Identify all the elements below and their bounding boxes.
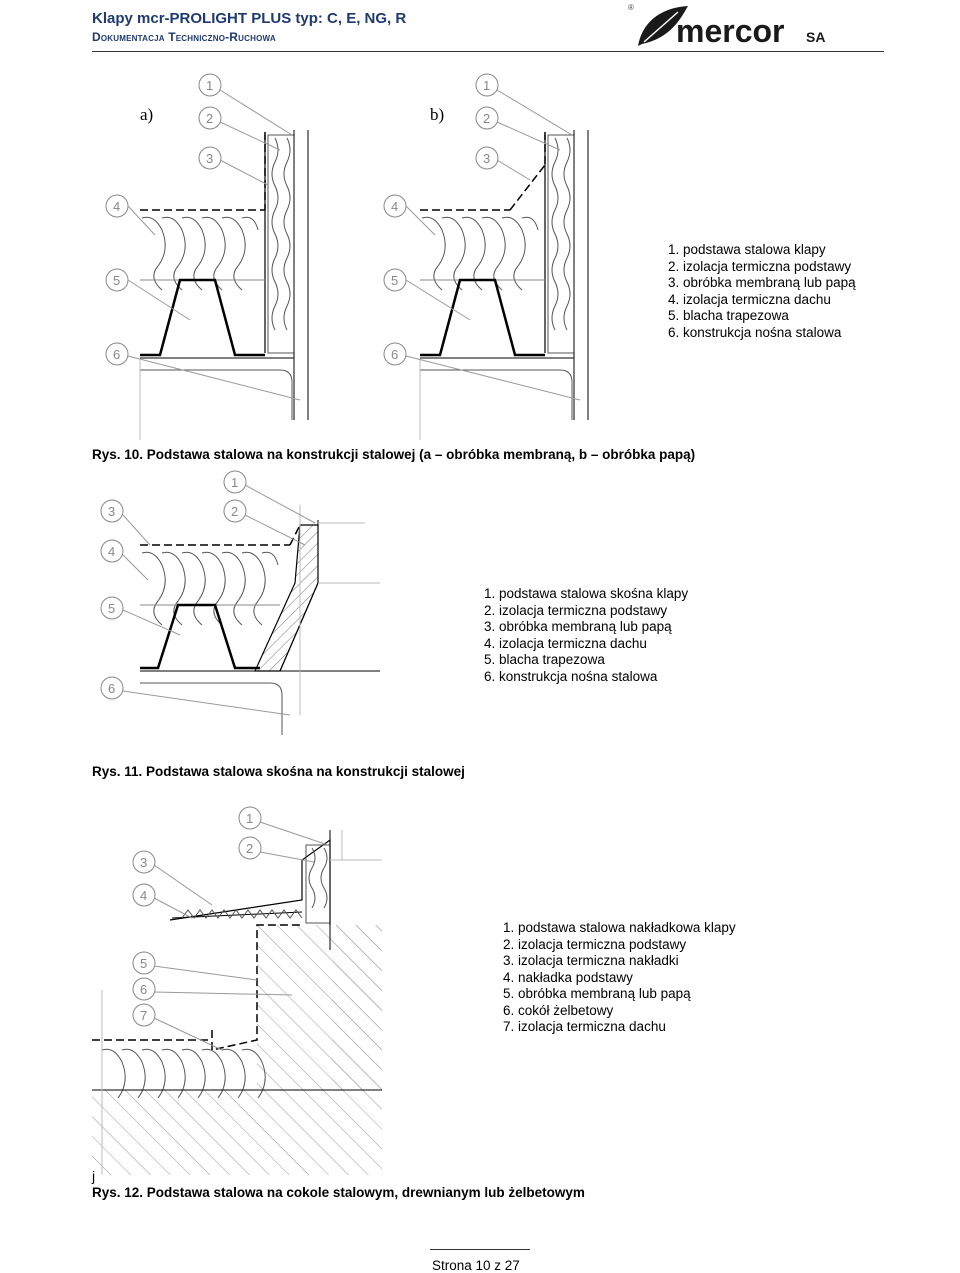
legend-item: 6. konstrukcja nośna stalowa xyxy=(484,668,658,684)
svg-text:1: 1 xyxy=(246,811,254,826)
svg-text:6: 6 xyxy=(108,681,116,696)
document-subtitle: Dokumentacja Techniczno-Ruchowa xyxy=(92,30,276,44)
svg-text:3: 3 xyxy=(108,504,116,519)
logo-suffix: SA xyxy=(806,29,826,45)
callouts-fig11 xyxy=(101,471,315,715)
svg-text:5: 5 xyxy=(113,273,121,288)
legend-item: 2. izolacja termiczna podstawy xyxy=(668,258,852,274)
legend-item: 4. izolacja termiczna dachu xyxy=(484,635,647,651)
svg-text:4: 4 xyxy=(391,199,399,214)
svg-text:6: 6 xyxy=(391,347,399,362)
legend-item: 1. podstawa stalowa nakładkowa klapy xyxy=(503,920,736,935)
figure-10-drawing xyxy=(80,60,640,445)
logo-wordmark: mercor xyxy=(676,13,785,49)
figure-11-drawing xyxy=(90,465,470,755)
svg-text:1: 1 xyxy=(231,475,239,490)
legend-item: 5. blacha trapezowa xyxy=(484,652,605,667)
svg-text:3: 3 xyxy=(206,151,214,166)
svg-text:2: 2 xyxy=(483,111,491,126)
stray-character: j xyxy=(92,1168,96,1184)
svg-text:5: 5 xyxy=(108,601,116,616)
legend-item: 4. nakładka podstawy xyxy=(503,969,633,985)
label-b: b) xyxy=(430,105,445,124)
svg-text:1: 1 xyxy=(483,78,491,93)
svg-text:3: 3 xyxy=(483,151,491,166)
figure-12-caption: Rys. 12. Podstawa stalowa na cokole stalowym, drewnianym lub żelbetowym xyxy=(92,1185,585,1200)
legend-item: 6. cokół żelbetowy xyxy=(503,1002,614,1018)
legend-item: 2. izolacja termiczna podstawy xyxy=(484,602,668,618)
svg-text:7: 7 xyxy=(140,1008,148,1023)
legend-item: 5. obróbka membraną lub papą xyxy=(503,986,691,1001)
figure-11-legend xyxy=(484,586,688,685)
svg-text:5: 5 xyxy=(140,956,148,971)
document-title: Klapy mcr-PROLIGHT PLUS typ: C, E, NG, R xyxy=(92,10,407,27)
callouts-a xyxy=(106,74,300,400)
svg-text:4: 4 xyxy=(113,199,121,214)
legend-item: 5. blacha trapezowa xyxy=(668,308,789,323)
svg-text:5: 5 xyxy=(391,273,399,288)
svg-text:4: 4 xyxy=(140,888,148,903)
footer-rule xyxy=(430,1249,530,1250)
legend-item: 4. izolacja termiczna dachu xyxy=(668,291,831,307)
figure-12-drawing xyxy=(92,800,492,1175)
figure-10-caption: Rys. 10. Podstawa stalowa na konstrukcji stalowej (a – obróbka membraną, b – obróbka papą) xyxy=(92,447,696,462)
page-number: Strona 10 z 27 xyxy=(432,1258,520,1273)
legend-item: 3. obróbka membraną lub papą xyxy=(484,619,672,634)
legend-item: 6. konstrukcja nośna stalowa xyxy=(668,324,842,340)
label-a: a) xyxy=(140,105,154,124)
legend-item: 1. podstawa stalowa klapy xyxy=(668,242,826,257)
svg-text:1: 1 xyxy=(206,78,214,93)
legend-item: 3. obróbka membraną lub papą xyxy=(668,275,856,290)
mercor-logo xyxy=(628,2,858,50)
header-rule xyxy=(92,51,884,52)
legend-item: 3. izolacja termiczna nakładki xyxy=(503,953,679,968)
registered-mark: ® xyxy=(628,3,634,12)
legend-item: 7. izolacja termiczna dachu xyxy=(503,1019,666,1034)
figure-11-caption: Rys. 11. Podstawa stalowa skośna na konstrukcji stalowej xyxy=(92,764,465,779)
detail-b xyxy=(420,105,588,440)
svg-text:2: 2 xyxy=(206,111,214,126)
svg-text:2: 2 xyxy=(246,841,254,856)
svg-text:3: 3 xyxy=(140,855,148,870)
figure-10-legend xyxy=(668,242,856,341)
figure-12-legend xyxy=(503,920,736,1036)
svg-text:6: 6 xyxy=(113,347,121,362)
legend-item: 2. izolacja termiczna podstawy xyxy=(503,936,687,952)
callouts-b xyxy=(384,74,580,400)
detail-a xyxy=(140,105,308,440)
svg-text:2: 2 xyxy=(231,504,239,519)
svg-text:4: 4 xyxy=(108,544,116,559)
svg-text:6: 6 xyxy=(140,982,148,997)
legend-item: 1. podstawa stalowa skośna klapy xyxy=(484,586,689,601)
